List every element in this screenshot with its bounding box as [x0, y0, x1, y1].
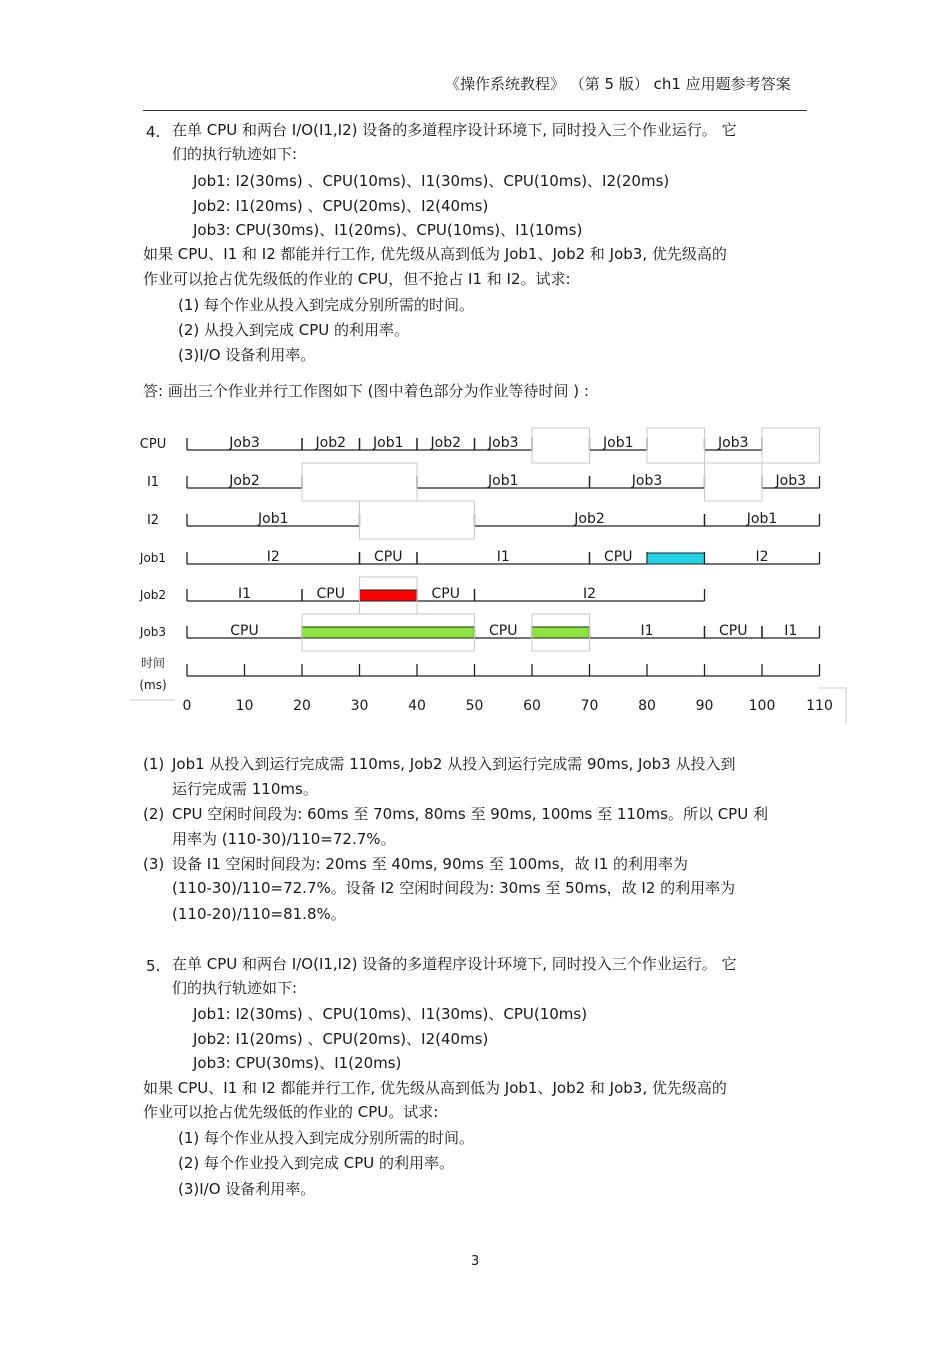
page-header: 《操作系统教程》 （第 5 版） ch1 应用题参考答案: [445, 75, 791, 93]
answer-text: 运行完成需 110ms。: [172, 780, 318, 798]
time-tick-label: 40: [408, 698, 426, 714]
segment-label: I1: [237, 586, 252, 602]
time-tick-label: 90: [695, 698, 714, 714]
segment-label: I2: [266, 549, 280, 565]
row-label: Job1: [139, 551, 167, 565]
segment-label: Job2: [229, 473, 260, 489]
answer-text: (110-20)/110=81.8%。: [172, 905, 346, 923]
question-number: 4.: [146, 123, 161, 141]
idle-outline: [532, 428, 590, 463]
time-tick-label: 30: [350, 698, 369, 714]
answer-text: (110-30)/110=72.7%。设备 I2 空闲时间段为: 30ms 至 50ms，故 I2 的利用率为: [172, 879, 736, 897]
segment-label: Job3: [488, 435, 519, 451]
segment-label: CPU: [431, 586, 460, 602]
segment-label: Job1: [488, 473, 519, 489]
answer-number: (1): [143, 755, 165, 773]
condition-text: 如果 CPU、I1 和 I2 都能并行工作, 优先级从高到低为 Job1、Job2 和 Job3, 优先级高的: [143, 245, 727, 263]
segment-label: Job1: [603, 435, 634, 451]
time-tick-label: 20: [293, 698, 311, 714]
idle-outline: [705, 463, 763, 501]
wait-bar: [532, 627, 590, 638]
job-trace: Job1: I2(30ms) 、CPU(10ms)、I1(30ms)、CPU(10ms): [193, 1005, 588, 1023]
segment-label: Job3: [775, 473, 806, 489]
segment-label: Job3: [229, 435, 260, 451]
answer-number: (2): [143, 805, 165, 823]
segment-label: Job2: [574, 511, 605, 527]
idle-outline: [302, 463, 417, 501]
time-axis-unit: (ms): [139, 678, 167, 692]
row-label: I1: [146, 475, 160, 490]
segment-label: Job3: [631, 473, 663, 489]
job-trace: Job3: CPU(30ms)、I1(20ms)、CPU(10ms)、I1(10ms): [193, 221, 583, 239]
condition-text: 如果 CPU、I1 和 I2 都能并行工作, 优先级从高到低为 Job1、Job2 和 Job3, 优先级高的: [143, 1079, 727, 1097]
segment-label: CPU: [230, 623, 259, 639]
segment-label: CPU: [489, 623, 518, 639]
question-text: 们的执行轨迹如下:: [172, 979, 298, 997]
job-trace: Job2: I1(20ms) 、CPU(20ms)、I2(40ms): [193, 1030, 489, 1048]
wait-bar: [647, 553, 705, 564]
segment-label: CPU: [719, 623, 748, 639]
segment-label: Job3: [718, 435, 749, 451]
segment-label: Job1: [373, 435, 404, 451]
condition-text: 作业可以抢占优先级低的作业的 CPU。试求:: [143, 1103, 439, 1121]
sub-question: (1) 每个作业从投入到完成分别所需的时间。: [178, 1129, 475, 1147]
job-trace: Job3: CPU(30ms)、I1(20ms): [193, 1054, 402, 1072]
segment-label: Job2: [430, 435, 461, 451]
row-label: I2: [146, 513, 160, 528]
wait-bar: [302, 627, 475, 638]
sub-question: (1) 每个作业从投入到完成分别所需的时间。: [178, 296, 475, 314]
time-tick-label: 110: [806, 698, 833, 714]
row-label: Job2: [139, 588, 167, 602]
idle-outline: [360, 501, 475, 539]
segment-label: CPU: [374, 549, 403, 565]
segment-label: I2: [582, 586, 597, 602]
time-tick-label: 70: [580, 698, 599, 714]
segment-label: I1: [496, 549, 510, 565]
time-tick-label: 80: [638, 698, 656, 714]
answer-intro: 答: 画出三个作业并行工作图如下 (图中着色部分为作业等待时间 ) :: [143, 382, 589, 400]
question-text: 在单 CPU 和两台 I/O(I1,I2) 设备的多道程序设计环境下, 同时投入三个作业运行。 它: [172, 121, 737, 139]
answer-text: 用率为 (110-30)/110=72.7%。: [172, 830, 396, 848]
segment-label: Job2: [315, 435, 346, 451]
time-tick-label: 50: [465, 698, 484, 714]
segment-label: I1: [640, 623, 654, 639]
idle-outline: [647, 428, 705, 463]
sub-question: (3)I/O 设备利用率。: [178, 1180, 316, 1198]
page-number: 3: [471, 1254, 480, 1269]
question-number: 5.: [146, 957, 161, 975]
segment-label: CPU: [604, 549, 633, 565]
answer-number: (3): [143, 855, 165, 873]
time-tick-label: 0: [182, 698, 192, 714]
sub-question: (2) 每个作业投入到完成 CPU 的利用率。: [178, 1154, 455, 1172]
answer-text: Job1 从投入到运行完成需 110ms, Job2 从投入到运行完成需 90ms, Job3 从投入到: [172, 755, 736, 773]
segment-label: I1: [784, 623, 798, 639]
sub-question: (2) 从投入到完成 CPU 的利用率。: [178, 321, 410, 339]
question-text: 们的执行轨迹如下:: [172, 145, 298, 163]
wait-bar: [360, 590, 418, 601]
question-text: 在单 CPU 和两台 I/O(I1,I2) 设备的多道程序设计环境下, 同时投入三个作业运行。 它: [172, 955, 737, 973]
answer-text: CPU 空闲时间段为: 60ms 至 70ms, 80ms 至 90ms, 100ms 至 110ms。所以 CPU 利: [172, 805, 768, 823]
segment-label: CPU: [316, 586, 345, 602]
job-trace: Job1: I2(30ms) 、CPU(10ms)、I1(30ms)、CPU(10ms)、I2(20ms): [193, 172, 670, 190]
idle-outline: [762, 428, 820, 463]
condition-text: 作业可以抢占优先级低的作业的 CPU，但不抢占 I1 和 I2。试求:: [143, 270, 571, 288]
job-trace: Job2: I1(20ms) 、CPU(20ms)、I2(40ms): [193, 197, 489, 215]
time-axis-label: 时间: [140, 656, 166, 670]
row-label: Job3: [139, 625, 167, 639]
time-tick-label: 10: [235, 698, 254, 714]
time-tick-label: 100: [748, 698, 776, 714]
time-tick-label: 60: [523, 698, 541, 714]
sub-question: (3)I/O 设备利用率。: [178, 346, 316, 364]
segment-label: Job1: [746, 511, 778, 527]
segment-label: I2: [755, 549, 769, 565]
answer-text: 设备 I1 空闲时间段为: 20ms 至 40ms, 90ms 至 100ms，故 I1 的利用率为: [172, 855, 689, 873]
row-label: CPU: [139, 437, 167, 452]
segment-label: Job1: [258, 511, 289, 527]
